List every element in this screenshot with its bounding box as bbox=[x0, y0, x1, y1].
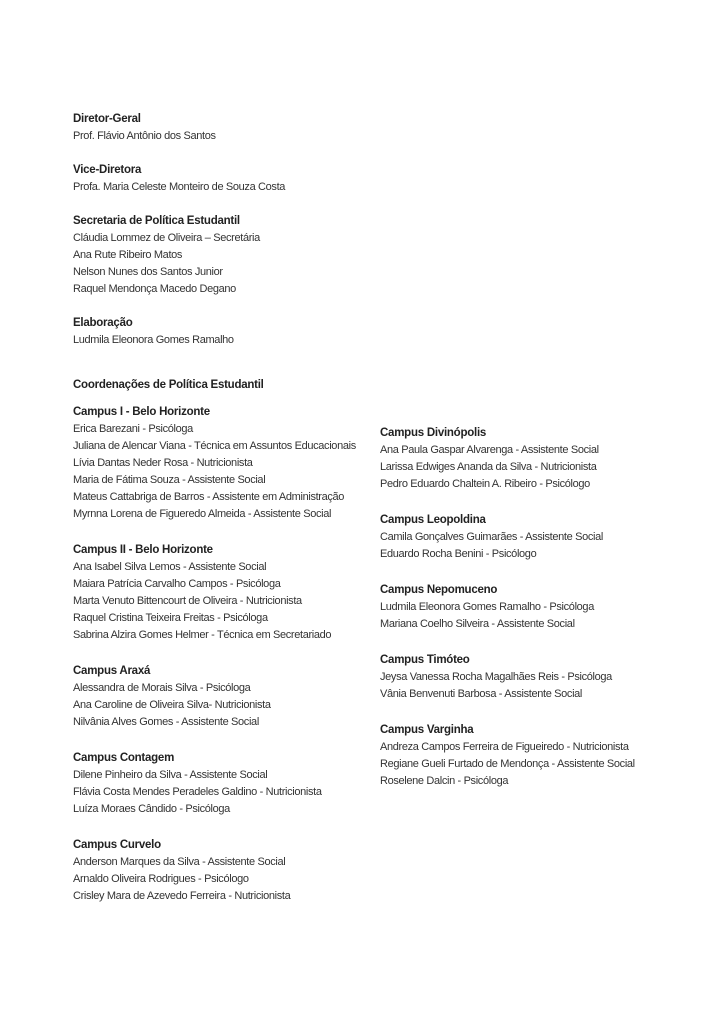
section-heading: Elaboração bbox=[73, 317, 133, 329]
section-heading: Campus Araxá bbox=[73, 665, 151, 677]
staff-member: Camila Gonçalves Guimarães - Assistente Social bbox=[380, 531, 603, 543]
section-campuses_left-4 bbox=[73, 837, 373, 905]
section-campuses_right-0 bbox=[380, 425, 680, 493]
staff-member: Ana Caroline de Oliveira Silva- Nutricionista bbox=[73, 699, 271, 711]
section-heading: Campus I - Belo Horizonte bbox=[73, 406, 210, 418]
section-heading: Diretor-Geral bbox=[73, 113, 141, 125]
staff-member: Sabrina Alzira Gomes Helmer - Técnica em Secretariado bbox=[73, 629, 332, 641]
staff-member: Jeysa Vanessa Rocha Magalhães Reis - Psicóloga bbox=[380, 671, 612, 683]
staff-member: Roselene Dalcin - Psicóloga bbox=[380, 775, 509, 787]
staff-member: Raquel Cristina Teixeira Freitas - Psicóloga bbox=[73, 612, 268, 624]
staff-member: Luíza Moraes Cândido - Psicóloga bbox=[73, 803, 230, 815]
staff-member: Cláudia Lommez de Oliveira – Secretária bbox=[73, 232, 260, 244]
staff-member: Ana Paula Gaspar Alvarenga - Assistente Social bbox=[380, 444, 599, 456]
section-heading: Campus Nepomuceno bbox=[380, 584, 498, 596]
section-heading: Campus Curvelo bbox=[73, 839, 161, 851]
section-campuses_right-2 bbox=[380, 582, 680, 633]
section-heading: Campus Contagem bbox=[73, 752, 175, 764]
section-heading: Campus II - Belo Horizonte bbox=[73, 544, 213, 556]
staff-member: Prof. Flávio Antônio dos Santos bbox=[73, 130, 216, 142]
section-campuses_right-1 bbox=[380, 512, 680, 563]
section-heading: Vice-Diretora bbox=[73, 164, 142, 176]
staff-member: Regiane Gueli Furtado de Mendonça - Assistente Social bbox=[380, 758, 635, 770]
section-campuses_left-0 bbox=[73, 404, 373, 523]
staff-member: Dilene Pinheiro da Silva - Assistente Social bbox=[73, 769, 268, 781]
staff-member: Lívia Dantas Neder Rosa - Nutricionista bbox=[73, 457, 253, 469]
staff-member: Crisley Mara de Azevedo Ferreira - Nutricionista bbox=[73, 890, 291, 902]
staff-member: Arnaldo Oliveira Rodrigues - Psicólogo bbox=[73, 873, 249, 885]
section-heading: Secretaria de Política Estudantil bbox=[73, 215, 240, 227]
section-campuses_left-2 bbox=[73, 663, 373, 731]
section-heading: Campus Divinópolis bbox=[380, 427, 487, 439]
staff-member: Alessandra de Morais Silva - Psicóloga bbox=[73, 682, 251, 694]
staff-member: Eduardo Rocha Benini - Psicólogo bbox=[380, 548, 537, 560]
section-campuses_right-3 bbox=[380, 652, 680, 703]
staff-member: Mateus Cattabriga de Barros - Assistente em Administração bbox=[73, 491, 345, 503]
staff-member: Ana Isabel Silva Lemos - Assistente Social bbox=[73, 561, 267, 573]
staff-member: Profa. Maria Celeste Monteiro de Souza Costa bbox=[73, 181, 286, 193]
section-campuses_right-4 bbox=[380, 722, 680, 790]
section-leadership-0 bbox=[73, 111, 373, 145]
coordinations-title: Coordenações de Política Estudantil bbox=[73, 379, 264, 391]
left-column bbox=[73, 111, 373, 924]
staff-member: Vânia Benvenuti Barbosa - Assistente Social bbox=[380, 688, 583, 700]
staff-member: Flávia Costa Mendes Peradeles Galdino - Nutricionista bbox=[73, 786, 322, 798]
staff-member: Nelson Nunes dos Santos Junior bbox=[73, 266, 223, 278]
staff-member: Ana Rute Ribeiro Matos bbox=[73, 249, 183, 261]
section-campuses_left-1 bbox=[73, 542, 373, 644]
staff-member: Raquel Mendonça Macedo Degano bbox=[73, 283, 236, 295]
staff-member: Marta Venuto Bittencourt de Oliveira - Nutricionista bbox=[73, 595, 302, 607]
staff-member: Maria de Fátima Souza - Assistente Social bbox=[73, 474, 266, 486]
right-column bbox=[380, 425, 680, 809]
section-leadership-1 bbox=[73, 162, 373, 196]
section-heading: Campus Timóteo bbox=[380, 654, 470, 666]
staff-member: Juliana de Alencar Viana - Técnica em Assuntos Educacionais bbox=[73, 440, 356, 452]
staff-member: Larissa Edwiges Ananda da Silva - Nutricionista bbox=[380, 461, 597, 473]
staff-member: Ludmila Eleonora Gomes Ramalho - Psicóloga bbox=[380, 601, 594, 613]
section-leadership-2 bbox=[73, 213, 373, 298]
section-leadership-3 bbox=[73, 315, 373, 349]
staff-member: Maiara Patrícia Carvalho Campos - Psicóloga bbox=[73, 578, 281, 590]
staff-member: Nilvânia Alves Gomes - Assistente Social bbox=[73, 716, 259, 728]
section-heading: Campus Varginha bbox=[380, 724, 474, 736]
staff-member: Anderson Marques da Silva - Assistente Social bbox=[73, 856, 286, 868]
staff-member: Andreza Campos Ferreira de Figueiredo - Nutricionista bbox=[380, 741, 629, 753]
staff-member: Ludmila Eleonora Gomes Ramalho bbox=[73, 334, 234, 346]
staff-member: Erica Barezani - Psicóloga bbox=[73, 423, 193, 435]
staff-member: Mariana Coelho Silveira - Assistente Social bbox=[380, 618, 575, 630]
section-campuses_left-3 bbox=[73, 750, 373, 818]
staff-member: Myrnna Lorena de Figueredo Almeida - Assistente Social bbox=[73, 508, 332, 520]
staff-member: Pedro Eduardo Chaltein A. Ribeiro - Psicólogo bbox=[380, 478, 590, 490]
section-heading: Campus Leopoldina bbox=[380, 514, 486, 526]
